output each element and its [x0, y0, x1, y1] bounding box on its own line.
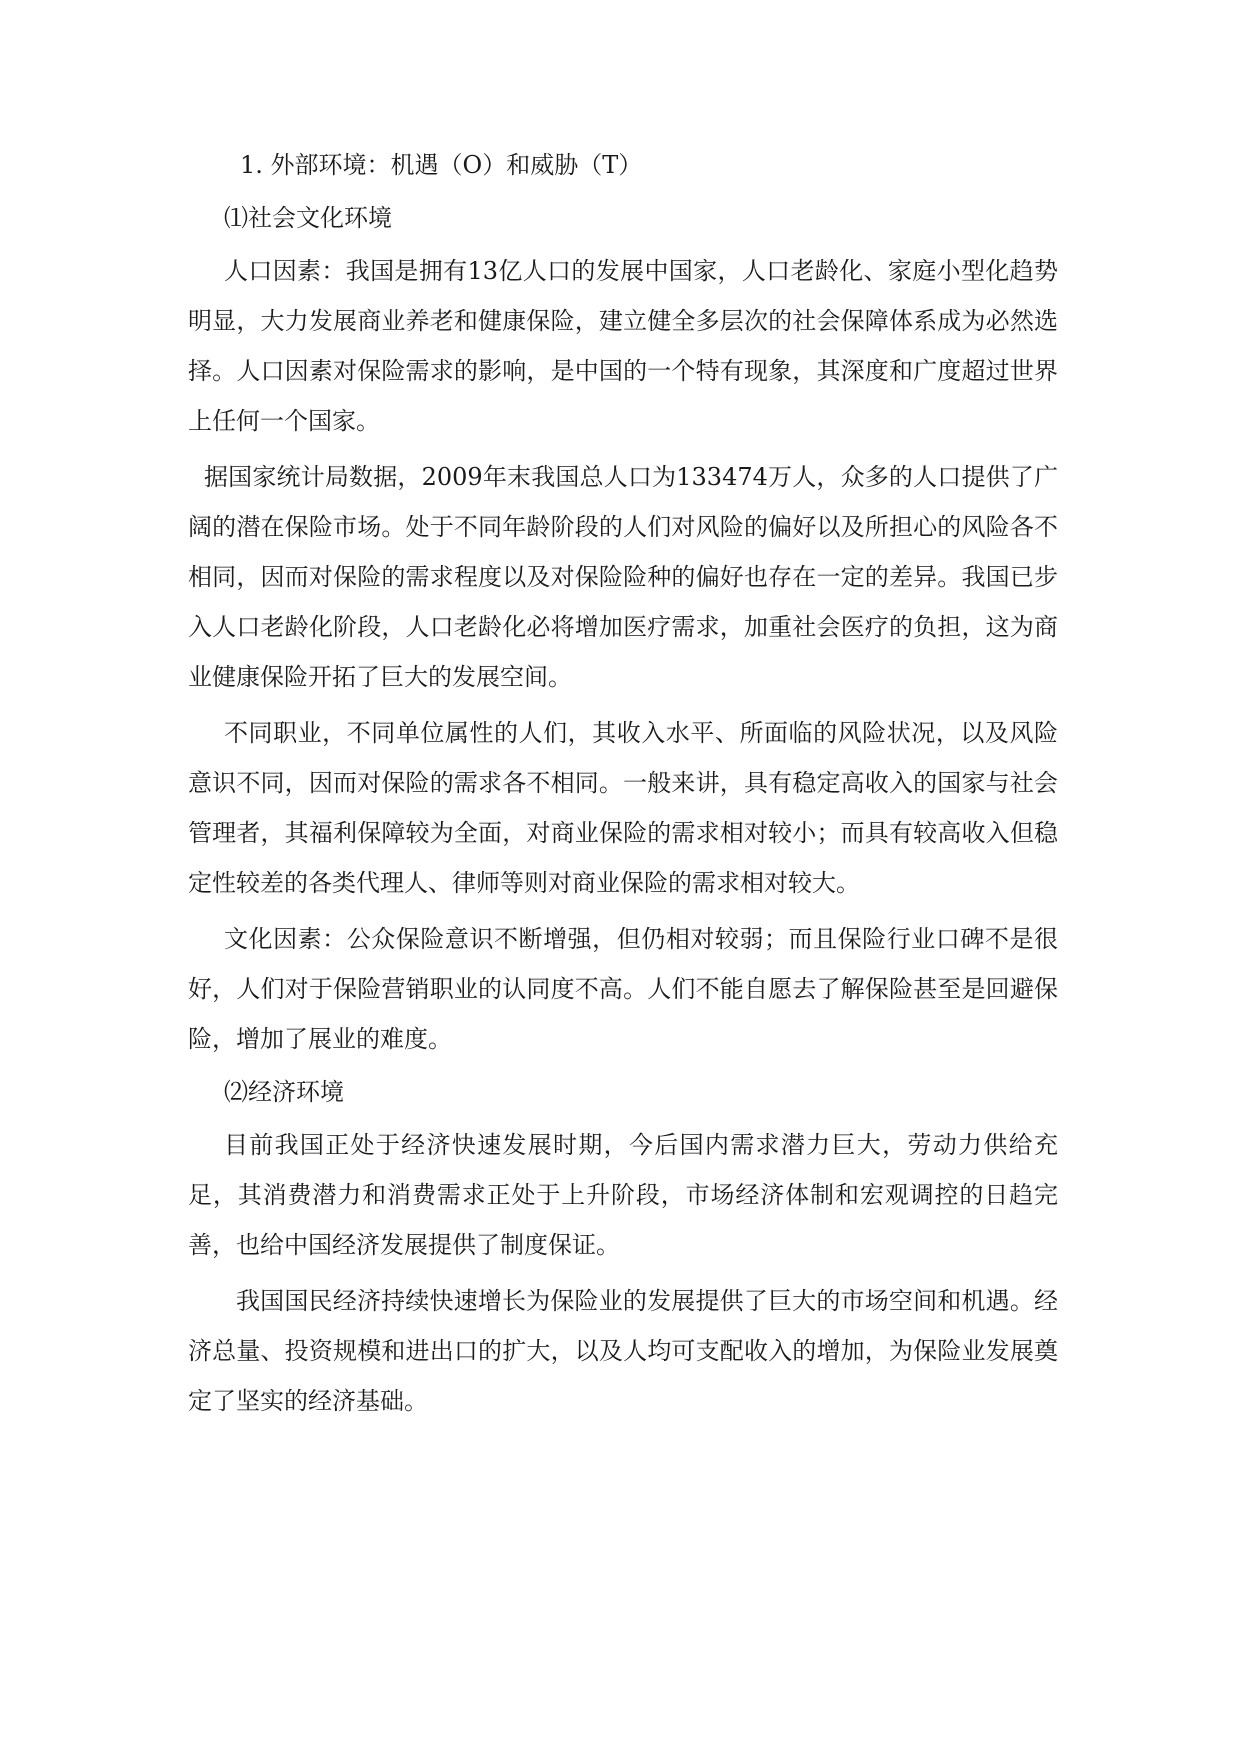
subsection-heading-economic: ⑵经济环境: [224, 1078, 344, 1106]
paragraph-population-factors: 人口因素：我国是拥有13亿人口的发展中国家，人口老龄化、家庭小型化趋势明显，大力发展商业养老和健康保险，建立健全多层次的社会保障体系成为必然选择。人口因素对保险需求的影响，是中国的一个特有现象，其深度和广度超过世界上任何一个国家。: [188, 257, 1058, 435]
paragraph-economic-growth: 我国国民经济持续快速增长为保险业的发展提供了巨大的市场空间和机遇。经济总量、投资规模和进出口的扩大，以及人均可支配收入的增加，为保险业发展奠定了坚实的经济基础。: [188, 1287, 1058, 1415]
section-heading-external-environment: 1. 外部环境：机遇（O）和威胁（T）: [240, 151, 643, 179]
paragraph-economic-development: 目前我国正处于经济快速发展时期，今后国内需求潜力巨大，劳动力供给充足，其消费潜力和消费需求正处于上升阶段，市场经济体制和宏观调控的日趋完善，也给中国经济发展提供了制度保证。: [188, 1131, 1058, 1259]
subsection-heading-social-culture: ⑴社会文化环境: [224, 204, 392, 232]
paragraph-culture-factors: 文化因素：公众保险意识不断增强，但仍相对较弱；而且保险行业口碑不是很好，人们对于保险营销职业的认同度不高。人们不能自愿去了解保险甚至是回避保险，增加了展业的难度。: [188, 925, 1058, 1053]
paragraph-occupation-differences: 不同职业，不同单位属性的人们，其收入水平、所面临的风险状况，以及风险意识不同，因而对保险的需求各不相同。一般来讲，具有稳定高收入的国家与社会管理者，其福利保障较为全面，对商业保险的需求相对较小；而具有较高收入但稳定性较差的各类代理人、律师等则对商业保险的需求相对较大。: [188, 719, 1058, 897]
paragraph-population-statistics: 据国家统计局数据，2009年末我国总人口为133474万人，众多的人口提供了广阔的潜在保险市场。处于不同年龄阶段的人们对风险的偏好以及所担心的风险各不相同，因而对保险的需求程度以及对保险险种的偏好也存在一定的差异。我国已步入人口老龄化阶段，人口老龄化必将增加医疗需求，加重社会医疗的负担，这为商业健康保险开拓了巨大的发展空间。: [188, 463, 1058, 691]
document-body: [188, 140, 1058, 1426]
